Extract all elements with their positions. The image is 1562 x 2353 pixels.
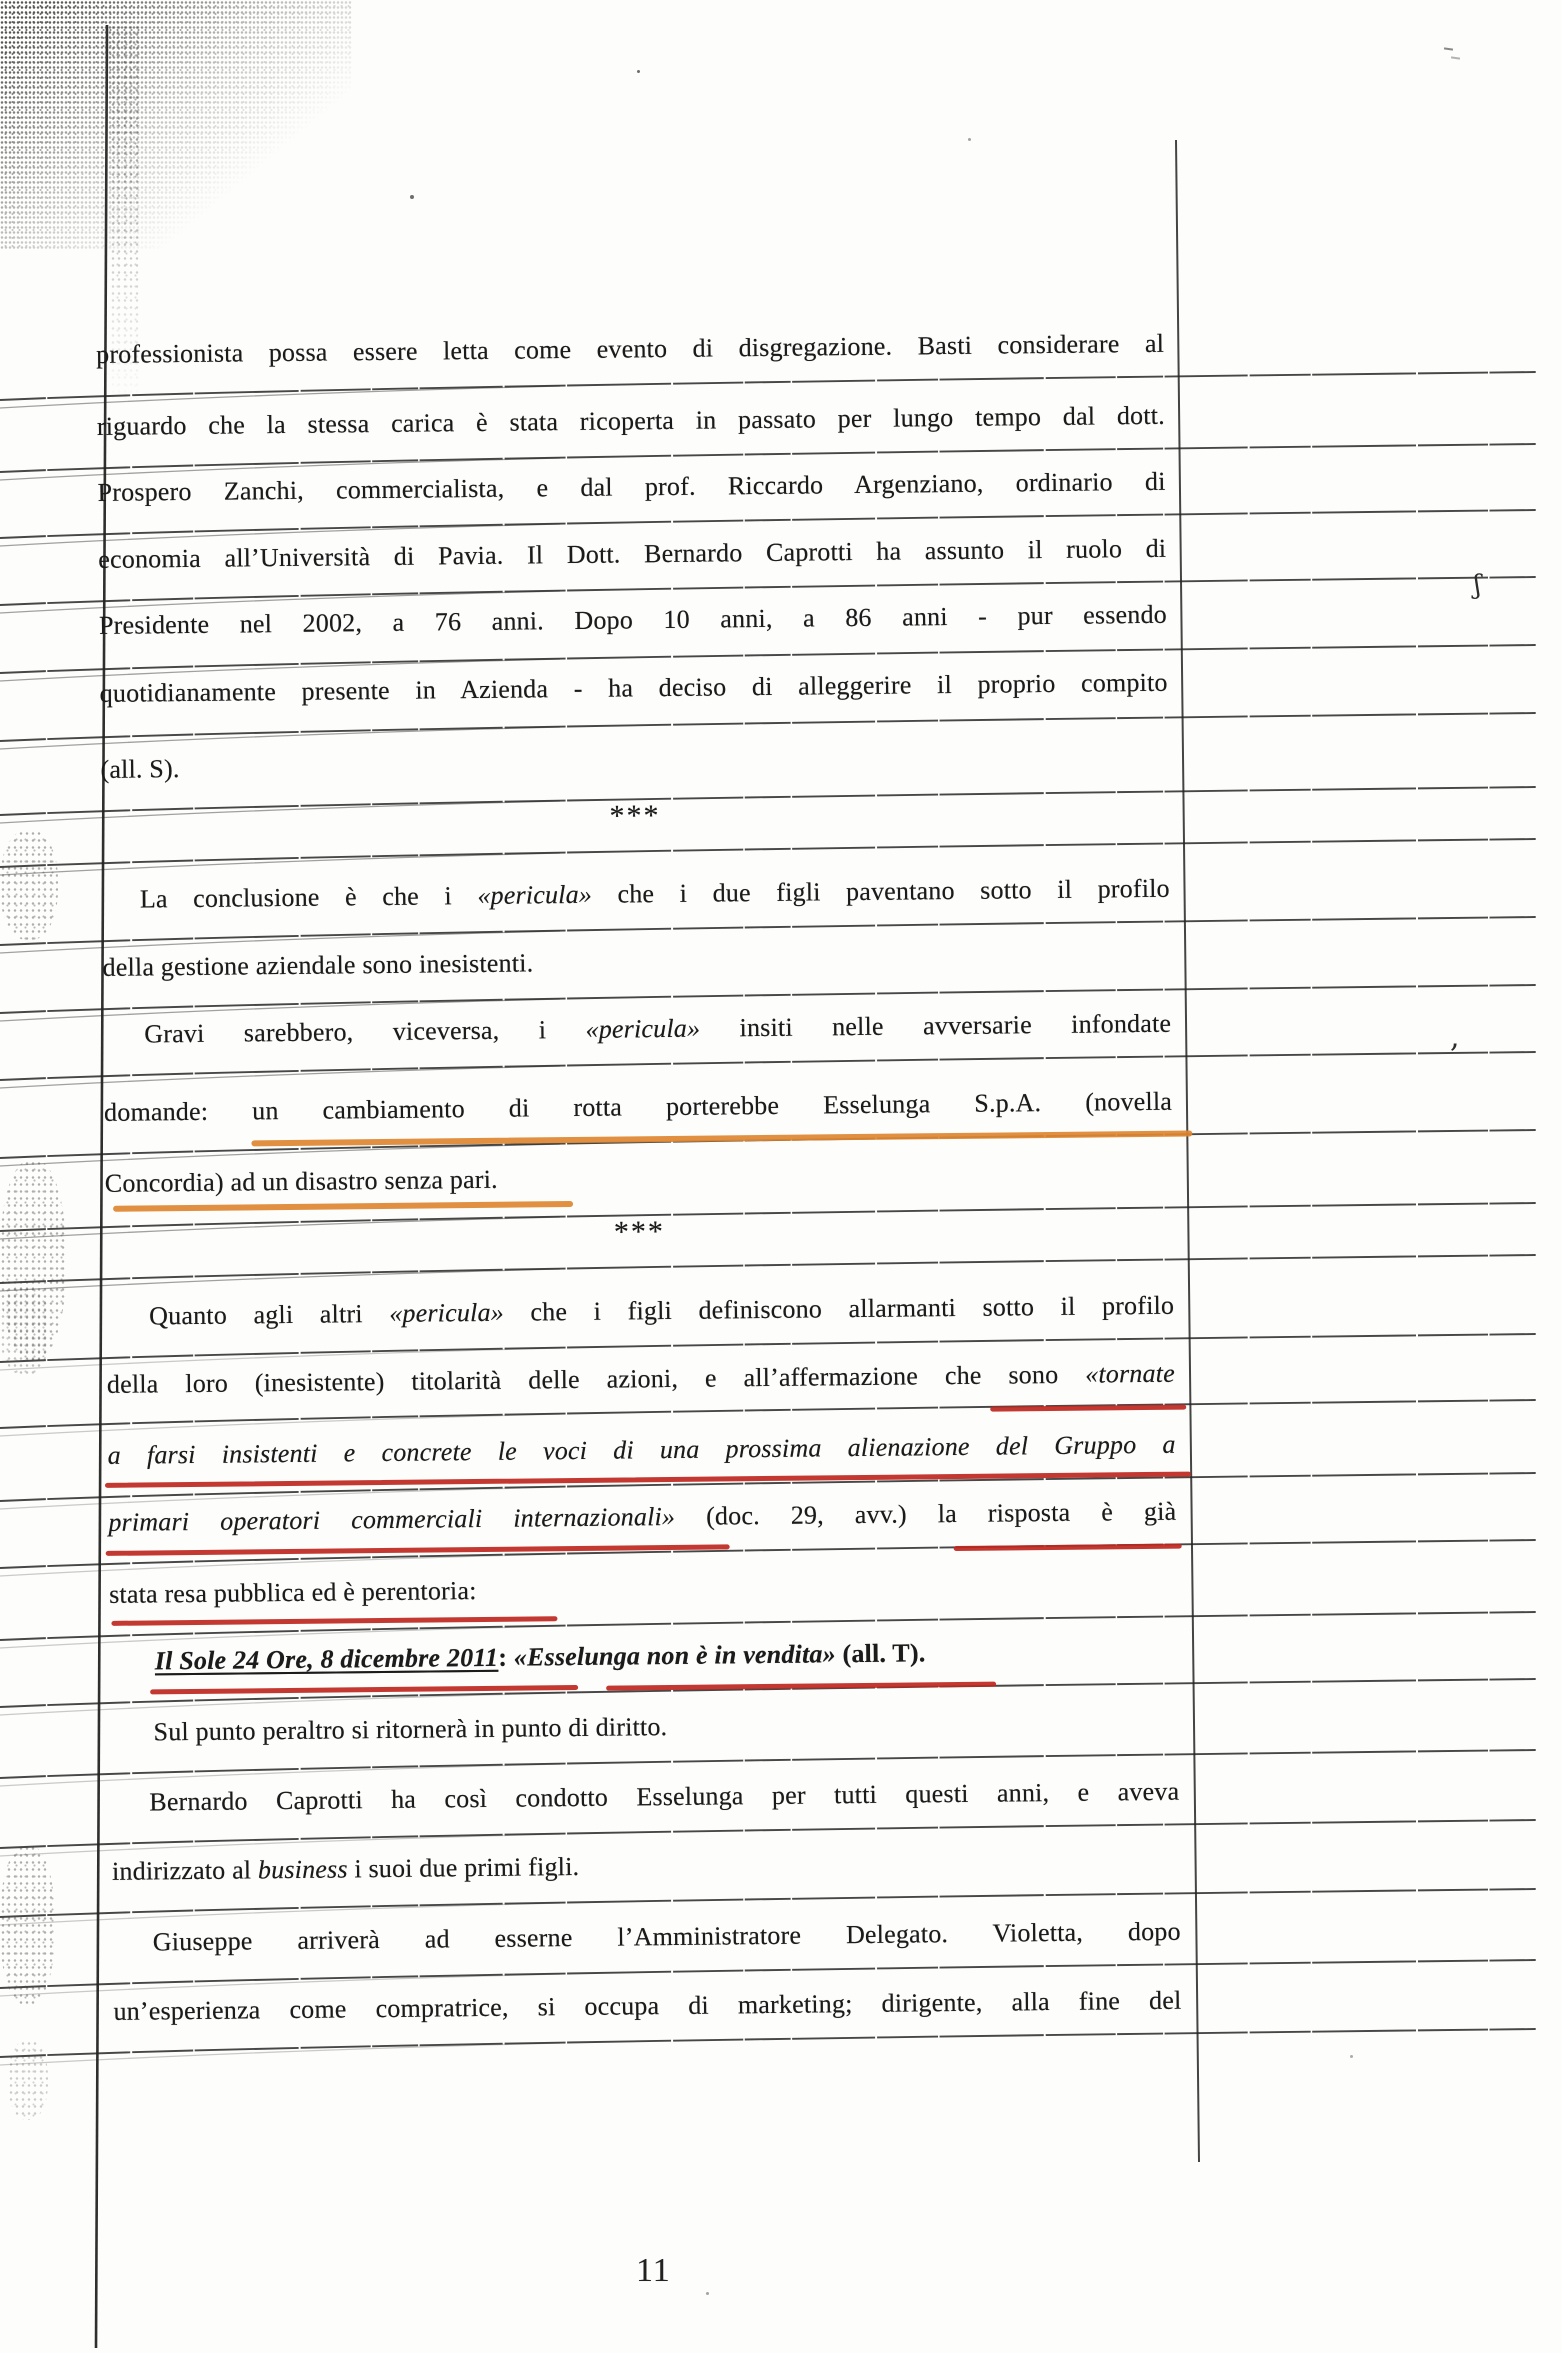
text-segment: insiti nelle avversarie infondate (700, 1008, 1172, 1043)
text-segment: un’esperienza come compratrice, si occupa di marketing; dirigente, alla fine del (113, 1985, 1182, 2026)
text-segment: i suoi due primi figli. (347, 1851, 580, 1884)
text-segment: «pericula» (389, 1297, 505, 1328)
text-segment: Prospero Zanchi, commercialista, e dal prof. Riccardo Argenziano, ordinario di (97, 466, 1166, 507)
text-line (109, 1567, 1177, 1612)
text-line (108, 1495, 1176, 1540)
text-line (98, 532, 1166, 577)
text-segment: Bernardo Caprotti ha così condotto Esselunga per tutti questi anni, e aveva (149, 1776, 1180, 1817)
red-underline-tornate (990, 1405, 1186, 1412)
text-line (110, 1634, 1178, 1679)
text-segment: «pericula» (585, 1013, 701, 1044)
text-line (104, 1085, 1172, 1130)
text-line (101, 794, 1169, 839)
text-segment: «pericula» (477, 879, 593, 910)
hook-mark: ʃ (1474, 570, 1482, 600)
text-segment: a farsi insistenti e concrete le voci di una prossima alienazione del Gruppo a (107, 1429, 1176, 1470)
text-segment: : (498, 1642, 514, 1672)
text-line (97, 465, 1165, 510)
text-line (96, 327, 1164, 372)
red-underline-ilsole (150, 1685, 578, 1694)
text-line (105, 1210, 1173, 1255)
text-segment: della gestione aziendale sono inesistenti. (102, 948, 534, 982)
text-segment: «tornate (1085, 1358, 1176, 1389)
text-segment: Quanto agli altri (149, 1298, 390, 1331)
text-segment: della loro (inesistente) titolarità delle azioni, e all’affermazione che sono (106, 1359, 1086, 1399)
text-line (102, 940, 1170, 985)
text-segment: stata resa pubblica ed è perentoria: (108, 1576, 477, 1609)
text-segment: Gravi sarebbero, viceversa, i (144, 1014, 586, 1049)
text-segment: economia all’Università di Pavia. Il Dott. Bernardo Caprotti ha assunto il ruolo di (98, 533, 1167, 574)
text-segment: (all. T). (835, 1638, 926, 1669)
text-segment: Il Sole 24 Ore, 8 dicembre 2011 (154, 1642, 499, 1676)
text-segment: (doc. 29, avv.) la risposta è già (675, 1496, 1177, 1531)
red-underline-risposta (954, 1544, 1182, 1551)
text-segment: riguardo che la stessa carica è stata ricoperta in passato per lungo tempo dal dott. (96, 400, 1165, 441)
text-line (108, 1428, 1176, 1473)
text-line (100, 742, 1168, 787)
text-segment: (all. S). (100, 754, 180, 784)
text-line (113, 1984, 1181, 2029)
text-line (103, 1007, 1171, 1052)
text-line (112, 1844, 1180, 1889)
red-underline-primari (106, 1544, 730, 1556)
text-segment: quotidianamente presente in Azienda - ha deciso di alleggerire il proprio compito (99, 667, 1168, 708)
text-segment: professionista possa essere letta come evento di disgregazione. Basti considerare al (95, 328, 1165, 369)
page-number: 11 (636, 2252, 671, 2289)
text-segment: Sul punto peraltro si ritornerà in punto di diritto. (153, 1712, 668, 1747)
text-segment: che i figli definiscono allarmanti sotto il profilo (503, 1290, 1175, 1327)
text-segment: La conclusione è che i (139, 880, 478, 914)
text-line (99, 598, 1167, 643)
text-line (97, 399, 1165, 444)
text-segment: Presidente nel 2002, a 76 anni. Dopo 10 anni, a 86 anni - pur essendo (98, 599, 1168, 640)
text-line (102, 872, 1170, 917)
orange-underline-domande (251, 1131, 1192, 1147)
text-segment: «Esselunga non è in vendita» (513, 1639, 836, 1672)
text-line (105, 1156, 1173, 1201)
text-segment: business (257, 1854, 348, 1885)
orange-underline-concordia (113, 1201, 573, 1212)
text-line (100, 666, 1168, 711)
text-segment: domande: un cambiamento di rotta porterebbe Esselunga S.p.A. (novella (103, 1086, 1173, 1127)
red-underline-esselunga (606, 1682, 996, 1691)
text-segment: primari operatori commerciali internazionali» (108, 1501, 676, 1537)
text-segment: *** (609, 799, 661, 833)
text-line (113, 1915, 1181, 1960)
text-line (107, 1357, 1175, 1402)
red-underline-afarsi (105, 1472, 1191, 1488)
text-segment: Concordia) ad un disastro senza pari. (104, 1164, 498, 1198)
comma-mark: , (1450, 1020, 1460, 1055)
text-line (110, 1705, 1178, 1750)
red-underline-stata (111, 1616, 557, 1626)
text-line (111, 1775, 1179, 1820)
text-segment: che i due figli paventano sotto il profilo (591, 873, 1170, 909)
text-segment: indirizzato al (111, 1855, 259, 1886)
text-line (106, 1289, 1174, 1334)
text-segment: *** (613, 1215, 666, 1249)
text-segment: Giuseppe arriverà ad esserne l’Amministratore Delegato. Violetta, dopo (152, 1916, 1181, 1957)
